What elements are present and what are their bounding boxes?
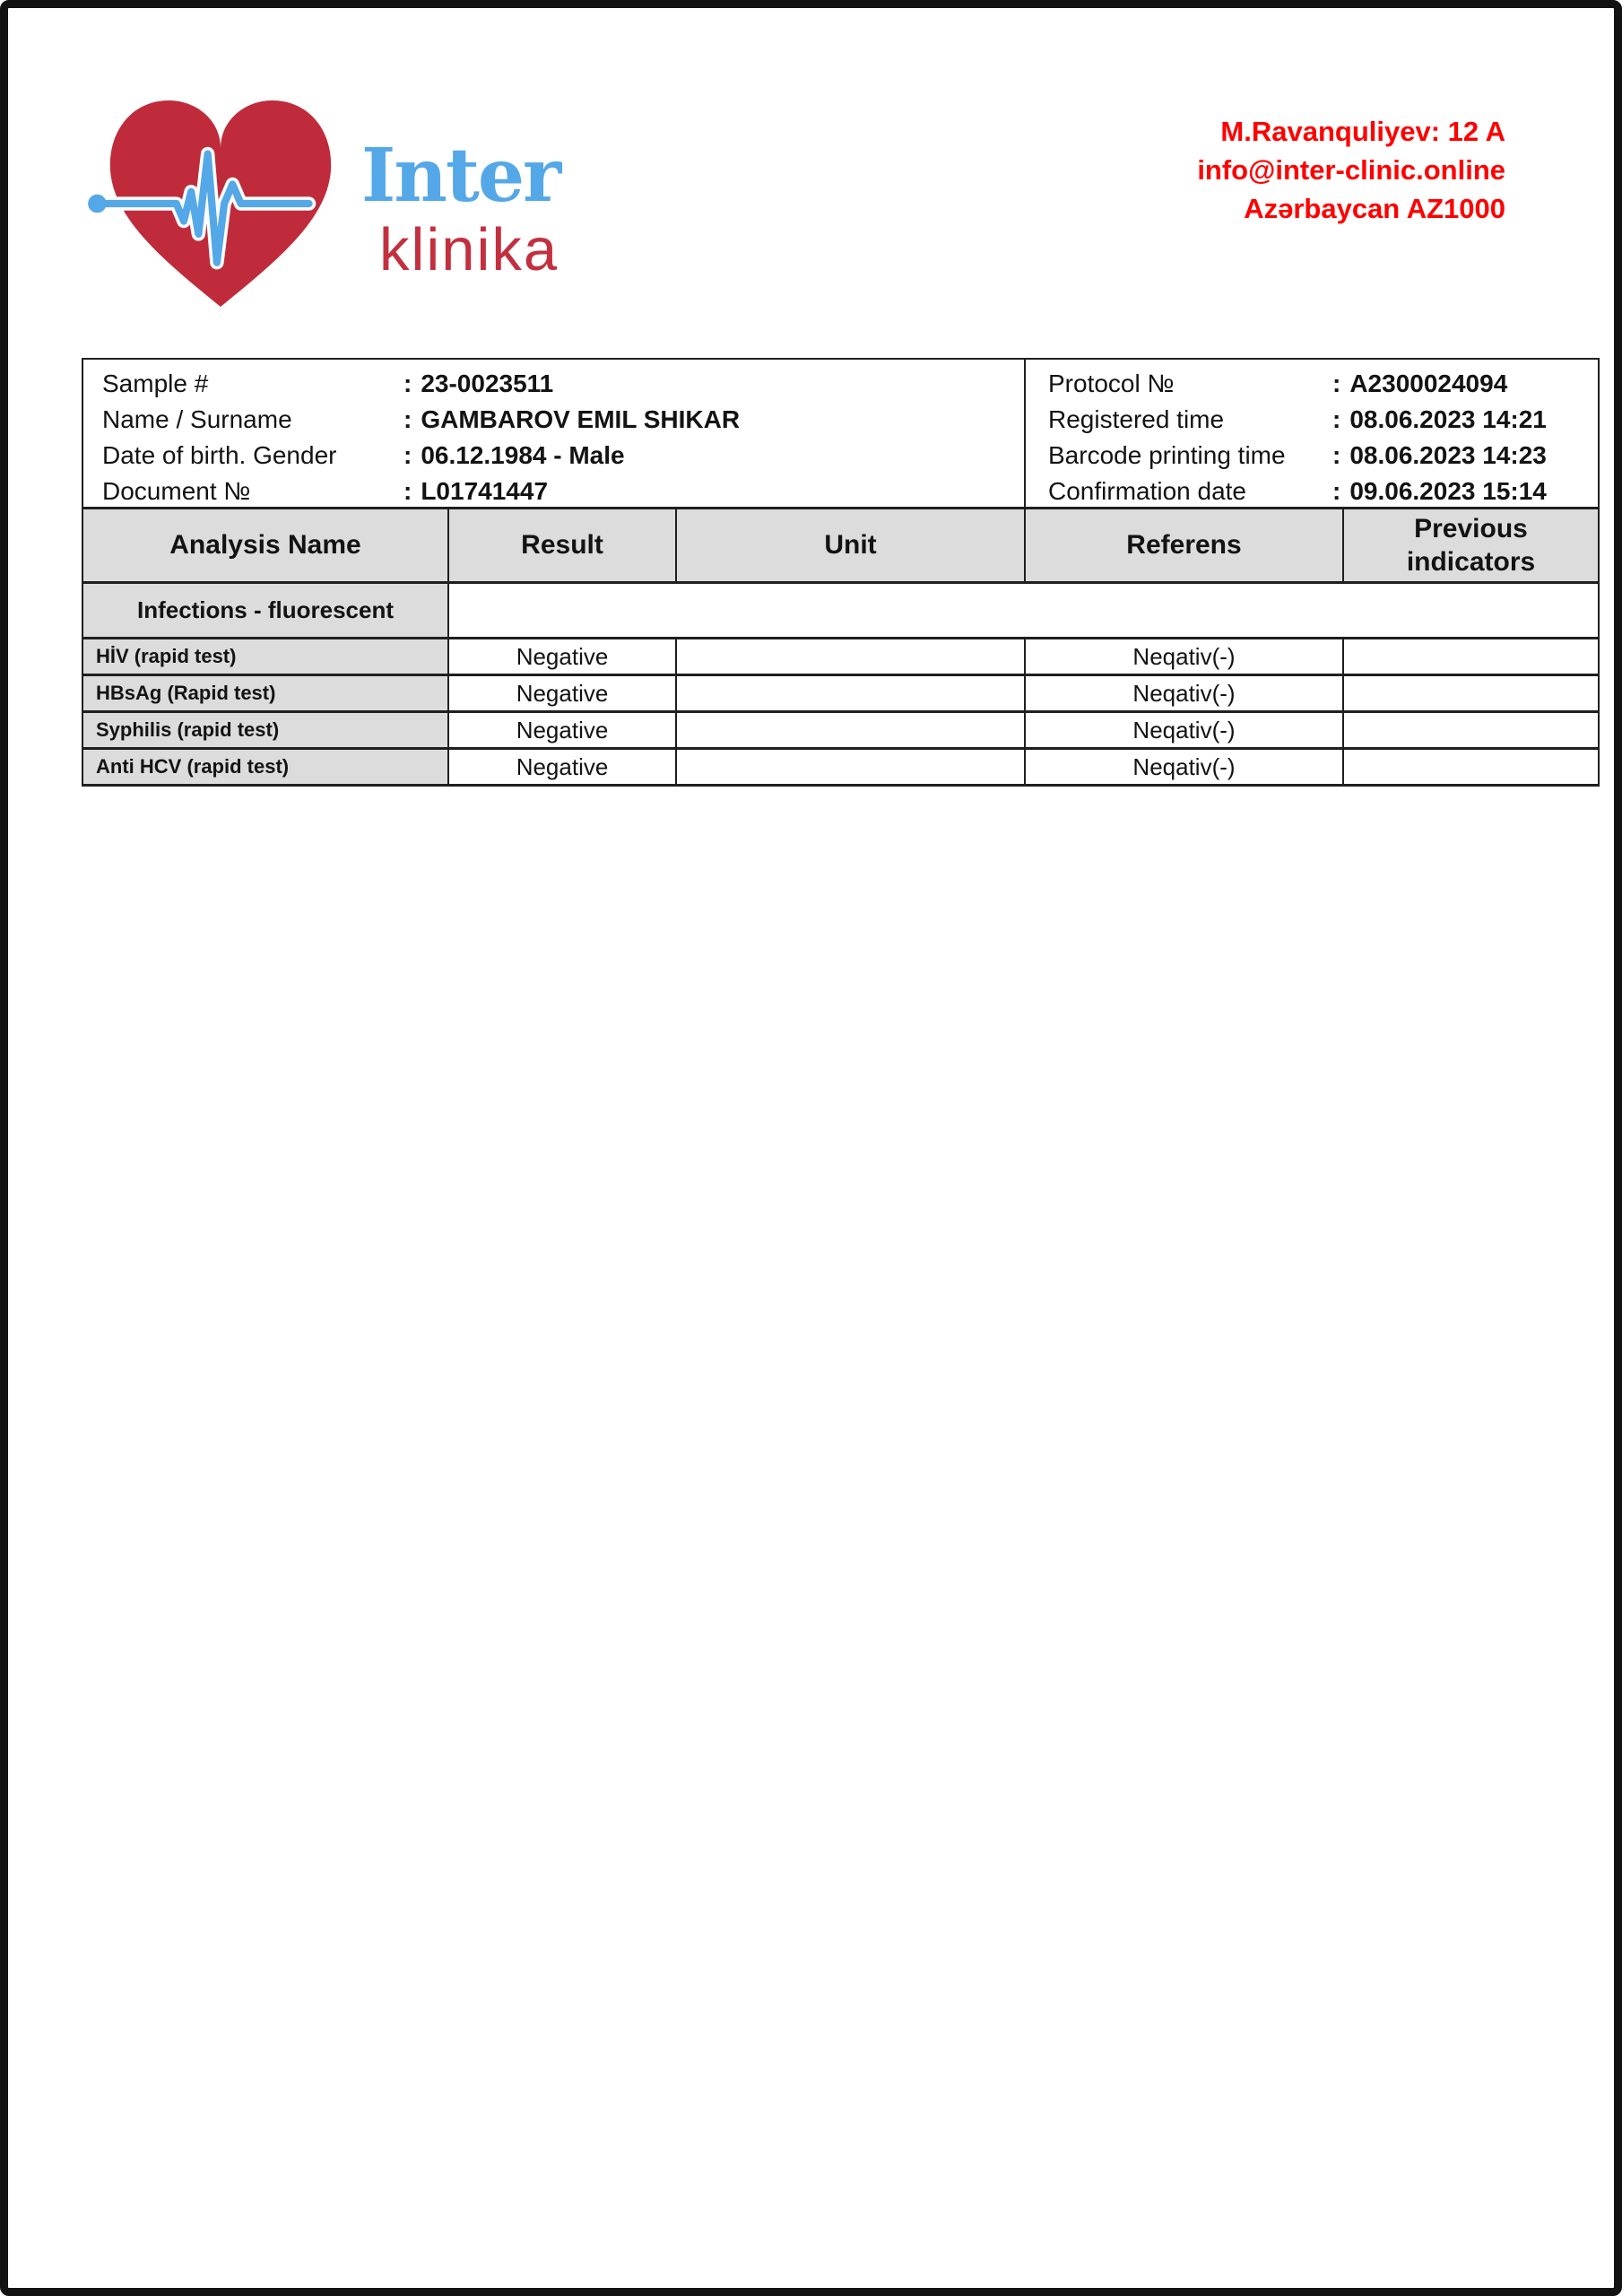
analysis-name-cell: Syphilis (rapid test) [83, 713, 447, 747]
analysis-name-cell: HBsAg (Rapid test) [83, 676, 447, 710]
analysis-name-cell: HİV (rapid test) [83, 639, 447, 674]
info-separator: : [403, 477, 412, 505]
brand-name-inter: Inter [361, 133, 560, 219]
info-line [1026, 474, 1598, 509]
info-line [83, 438, 1024, 474]
previous-indicators-cell [1342, 639, 1598, 674]
header-analysis-name: Analysis Name [169, 530, 361, 561]
result-cell: Negative [447, 750, 675, 784]
info-value [403, 402, 740, 438]
info-label: Protocol № [1048, 370, 1175, 397]
analysis-name-cell: Anti HCV (rapid test) [83, 750, 447, 784]
info-line [83, 366, 1024, 402]
info-label: Barcode printing time [1048, 441, 1286, 469]
info-label: Confirmation date [1048, 477, 1247, 505]
info-value [403, 366, 553, 402]
table-header-row [82, 507, 1600, 584]
result-cell: Negative [447, 713, 675, 747]
info-value [1332, 474, 1547, 509]
referens-cell: Neqativ(-) [1024, 676, 1342, 710]
info-value [1332, 366, 1507, 402]
info-line [1026, 366, 1598, 402]
unit-cell [675, 676, 1024, 710]
header-result: Result [447, 509, 675, 581]
result-cell: Negative [447, 639, 675, 674]
info-separator: : [403, 370, 412, 397]
info-separator: : [1332, 477, 1341, 505]
previous-indicators-cell [1342, 750, 1598, 784]
info-line [83, 402, 1024, 438]
info-value [403, 438, 625, 474]
info-label: Document № [102, 477, 251, 505]
contact-line-email: info@inter-clinic.online [1197, 154, 1505, 186]
unit-cell [675, 713, 1024, 747]
patient-info-section [82, 358, 1600, 507]
info-value-text: A2300024094 [1349, 370, 1508, 397]
info-label: Sample # [102, 370, 209, 397]
clinic-brand [361, 133, 560, 283]
section-filler [447, 584, 1598, 637]
info-label: Date of birth. Gender [102, 441, 337, 469]
info-label: Name / Surname [102, 405, 292, 433]
info-line [1026, 402, 1598, 438]
info-line [83, 474, 1024, 509]
clinic-contact-block [1197, 112, 1505, 228]
info-value-text: L01741447 [421, 477, 549, 505]
section-title: Infections - fluorescent [83, 584, 447, 637]
header-unit: Unit [675, 509, 1024, 581]
unit-cell [675, 750, 1024, 784]
info-separator: : [1332, 370, 1341, 397]
info-separator: : [1332, 405, 1341, 433]
brand-name-klinika: klinika [379, 216, 559, 283]
patient-info-left [83, 360, 1024, 509]
previous-indicators-cell [1342, 676, 1598, 710]
patient-info-right [1024, 360, 1598, 509]
info-separator: : [403, 405, 412, 433]
info-value [1332, 438, 1547, 474]
info-value-text: 06.12.1984 - Male [421, 441, 625, 469]
result-cell: Negative [447, 676, 675, 710]
info-value-text: 23-0023511 [421, 370, 554, 397]
info-value-text: GAMBAROV EMIL SHIKAR [421, 405, 741, 433]
info-line [1026, 438, 1598, 474]
previous-indicators-cell [1342, 713, 1598, 747]
section-row [82, 584, 1600, 639]
info-value [403, 474, 548, 509]
heart-pulse-icon [82, 87, 359, 318]
result-rows [82, 639, 1600, 787]
header-referens: Referens [1024, 509, 1342, 581]
result-row [82, 750, 1600, 787]
result-row [82, 713, 1600, 750]
referens-cell: Neqativ(-) [1024, 639, 1342, 674]
info-value [1332, 402, 1547, 438]
results-report-table [82, 358, 1600, 787]
result-row [82, 639, 1600, 676]
unit-cell [675, 639, 1024, 674]
result-row [82, 676, 1600, 713]
referens-cell: Neqativ(-) [1024, 750, 1342, 784]
info-separator: : [1332, 441, 1341, 469]
referens-cell: Neqativ(-) [1024, 713, 1342, 747]
contact-line-country: Azərbaycan AZ1000 [1244, 193, 1505, 224]
info-separator: : [403, 441, 412, 469]
info-value-text: 08.06.2023 14:21 [1349, 405, 1547, 433]
info-value-text: 08.06.2023 14:23 [1349, 441, 1547, 469]
contact-line-address: M.Ravanquliyev: 12 A [1220, 116, 1505, 147]
info-label: Registered time [1048, 405, 1225, 433]
info-value-text: 09.06.2023 15:14 [1349, 477, 1547, 505]
header-previous-indicators: Previous indicators [1342, 509, 1598, 581]
